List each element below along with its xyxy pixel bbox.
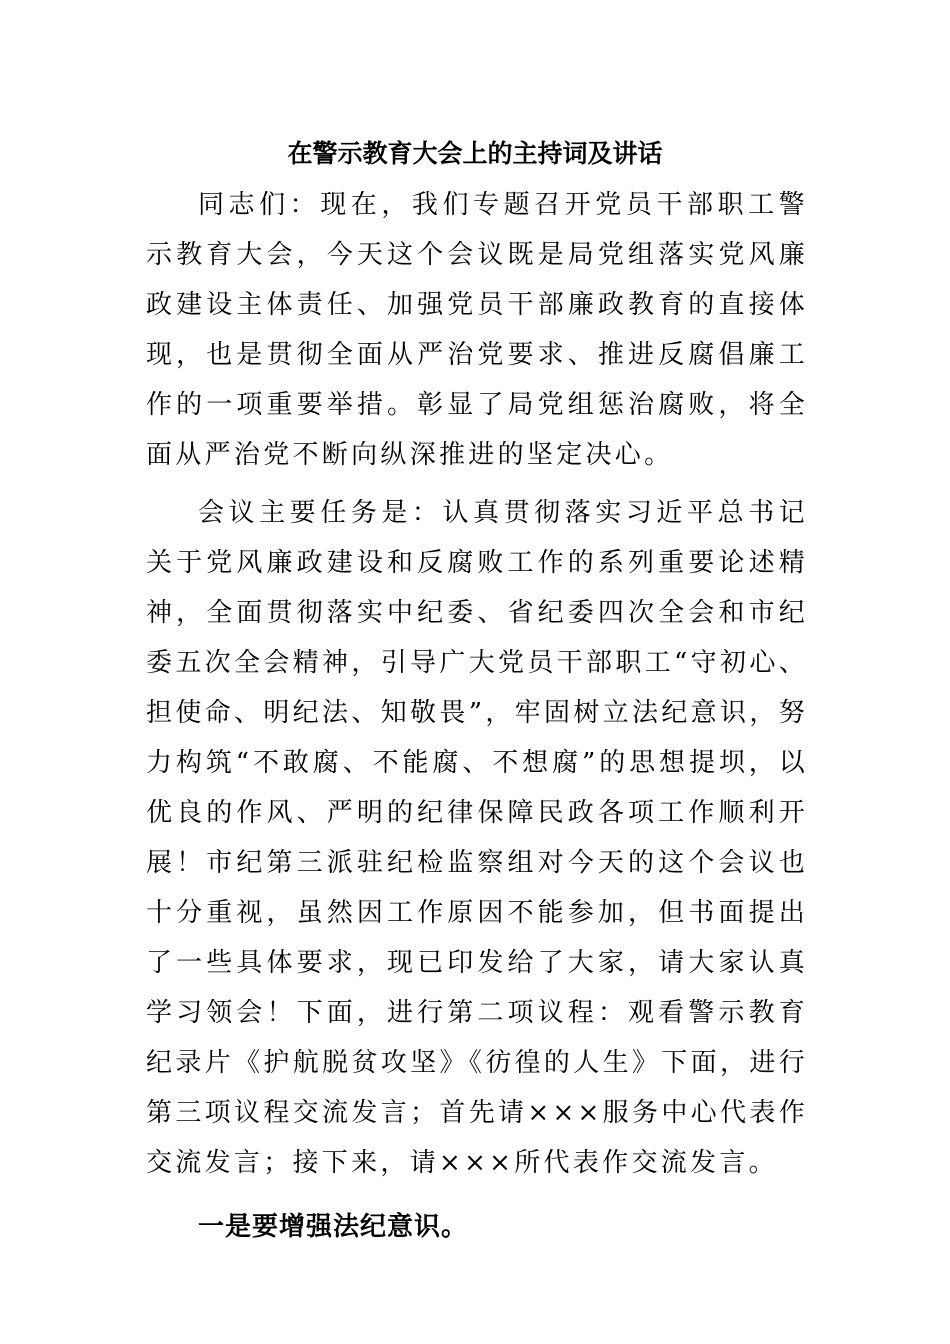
document-title: 在警示教育大会上的主持词及讲话 [287,139,663,168]
document-body [146,180,808,1252]
paragraph-opening: 同志们：现在，我们专题召开党员干部职工警示教育大会，今天这个会议既是局党组落实党风廉政建设主体责任、加强党员干部廉政教育的直接体现，也是贯彻全面从严治党要求、推进反腐倡廉工作的一项重要举措。彰显了局党组惩治腐败，将全面从严治党不断向纵深推进的坚定决心。 [146,190,808,470]
paragraph-meeting-tasks: 会议主要任务是：认真贯彻落实习近平总书记关于党风廉政建设和反腐败工作的系列重要论述精神，全面贯彻落实中纪委、省纪委四次全会和市纪委五次全会精神，引导广大党员干部职工“守初心、担使命、明纪法、知敬畏”，牢固树立法纪意识，努力构筑“不敢腐、不能腐、不想腐”的思想提坝，以优良的作风、严明的纪律保障民政各项工作顺利开展！市纪第三派驻纪检监察组对今天的这个会议也十分重视，虽然因工作原因不能参加，但书面提出了一些具体要求，现已印发给了大家，请大家认真学习领会！下面，进行第二项议程：观看警示教育纪录片《护航脱贫攻坚》《彷徨的人生》下面，进行第三项议程交流发言；首先请×××服务中心代表作交流发言；接下来，请×××所代表作交流发言。 [146,498,808,1178]
section-heading: 一是要增强法纪意识。 [198,1212,469,1242]
